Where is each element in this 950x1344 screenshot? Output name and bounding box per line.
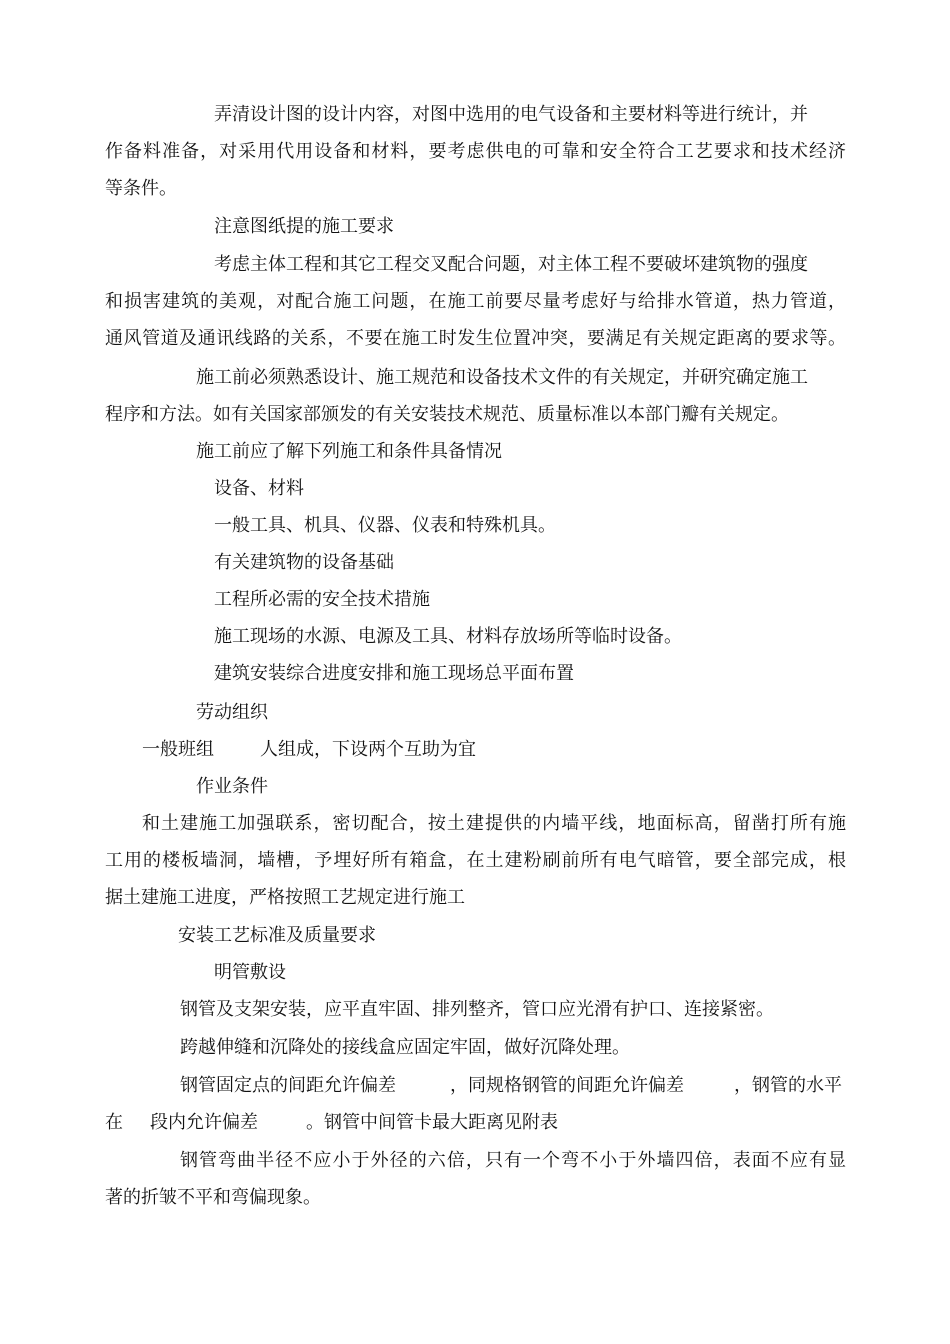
list-item: 设备、材料 bbox=[214, 478, 304, 499]
para-3-line-2: 程序和方法。如有关国家部颁发的有关安装技术规范、质量标准以本部门瓣有关规定。 bbox=[105, 404, 789, 425]
list-item: 建筑安装综合进度安排和施工现场总平面布置 bbox=[214, 663, 574, 684]
para-2-line-3: 通风管道及通讯线路的关系，不要在施工时发生位置冲突，要满足有关规定距离的要求等。 bbox=[105, 328, 846, 349]
para-1-line-2: 作备料准备，对采用代用设备和材料，要考虑供电的可靠和安全符合工艺要求和技术经济 bbox=[105, 141, 846, 162]
heading-work-conditions: 作业条件 bbox=[196, 776, 268, 797]
heading-exposed-conduit: 明管敷设 bbox=[214, 962, 286, 983]
para-7-part-3: ，钢管的水平 bbox=[734, 1075, 842, 1096]
para-4-line-1: 和土建施工加强联系，密切配合，按土建提供的内墙平线，地面标高，留凿打所有施 bbox=[142, 813, 846, 834]
list-item: 工程所必需的安全技术措施 bbox=[214, 589, 430, 610]
para-4-line-2: 工用的楼板墙洞，墙槽，予埋好所有箱盒，在土建粉刷前所有电气暗管，要全部完成，根 bbox=[105, 850, 846, 871]
para-4-line-3: 据土建施工进度，严格按照工艺规定进行施工 bbox=[105, 887, 465, 908]
para-2-line-1: 考虑主体工程和其它工程交叉配合问题，对主体工程不要破坏建筑物的强度 bbox=[214, 254, 808, 275]
para-7-part-6: 。钢管中间管卡最大距离见附表 bbox=[306, 1112, 558, 1133]
list-item: 一般工具、机具、仪器、仪表和特殊机具。 bbox=[214, 515, 556, 536]
para-7-part-4: 在 bbox=[105, 1112, 123, 1133]
crew-text-end: 人组成，下设两个互助为宜 bbox=[260, 739, 476, 760]
heading-construction-requirements: 注意图纸提的施工要求 bbox=[214, 216, 394, 237]
crew-text-start: 一般班组 bbox=[142, 739, 214, 760]
para-8-line-2: 著的折皱不平和弯偏现象。 bbox=[105, 1187, 321, 1208]
para-1-line-1: 弄清设计图的设计内容，对图中选用的电气设备和主要材料等进行统计，并 bbox=[214, 104, 808, 125]
para-2-line-2: 和损害建筑的美观，对配合施工问题，在施工前要尽量考虑好与给排水管道，热力管道， bbox=[105, 291, 846, 312]
para-1-line-3: 等条件。 bbox=[105, 178, 177, 199]
para-5: 钢管及支架安装，应平直牢固、排列整齐，管口应光滑有护口、连接紧密。 bbox=[180, 999, 774, 1020]
para-7-part-1: 钢管固定点的间距允许偏差 bbox=[180, 1075, 396, 1096]
heading-installation-standards: 安装工艺标准及质量要求 bbox=[178, 925, 376, 946]
para-6: 跨越伸缝和沉降处的接线盒应固定牢固，做好沉降处理。 bbox=[180, 1037, 630, 1058]
para-3-line-1: 施工前必须熟悉设计、施工规范和设备技术文件的有关规定，并研究确定施工 bbox=[196, 367, 808, 388]
para-8-line-1: 钢管弯曲半径不应小于外径的六倍，只有一个弯不小于外墙四倍，表面不应有显 bbox=[180, 1150, 846, 1171]
list-item: 有关建筑物的设备基础 bbox=[214, 552, 394, 573]
heading-preconditions: 施工前应了解下列施工和条件具备情况 bbox=[196, 441, 502, 462]
list-item: 施工现场的水源、电源及工具、材料存放场所等临时设备。 bbox=[214, 626, 682, 647]
heading-labor-organization: 劳动组织 bbox=[196, 702, 268, 723]
para-7-part-2: ，同规格钢管的间距允许偏差 bbox=[450, 1075, 684, 1096]
para-7-part-5: 段内允许偏差 bbox=[150, 1112, 258, 1133]
